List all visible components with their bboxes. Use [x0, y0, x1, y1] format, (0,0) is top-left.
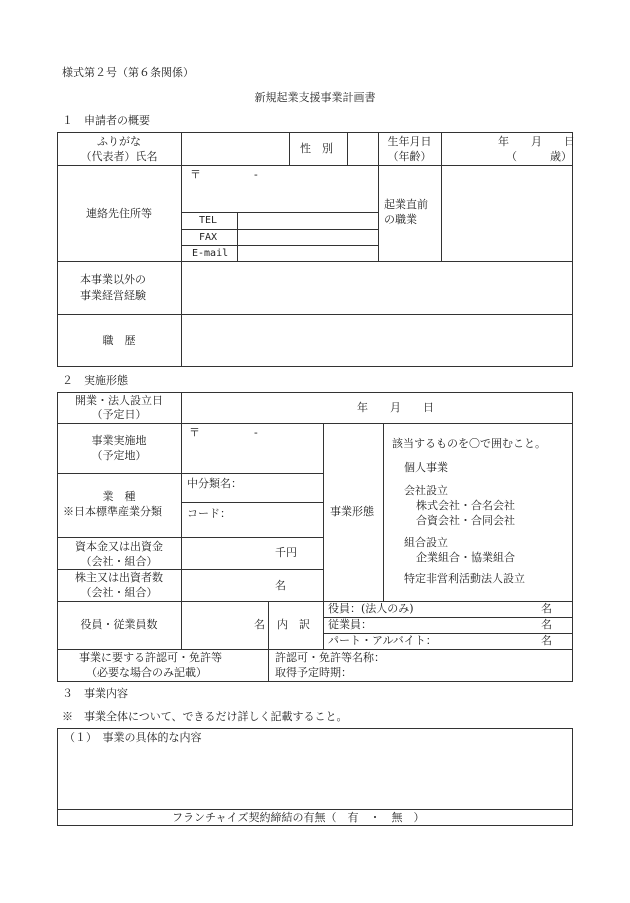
franchise-label: フランチャイズ契約締結の有無（ 有 ・ 無 ）	[172, 811, 425, 824]
postal-mark: 〒	[190, 168, 201, 181]
staff-label: 役員・従業員数	[80, 618, 158, 631]
permit-label-2: （必要な場合のみ記載）	[86, 666, 207, 679]
officers-unit: 名	[541, 602, 552, 615]
form-company-b: 合資会社・合同会社	[416, 514, 515, 527]
fax-label: FAX	[199, 232, 218, 243]
open-date-label-2: （予定日）	[91, 408, 147, 421]
shareholders-unit: 名	[275, 579, 286, 592]
capital-unit: 千円	[275, 546, 297, 559]
postal-dash: -	[254, 168, 258, 181]
rep-name-label: （代表者）氏名	[80, 150, 158, 163]
industry-label-2: ※日本標準産業分類	[63, 505, 162, 518]
form-company-a: 株式会社・合名会社	[416, 499, 515, 512]
mid-class-label: 中分類名：	[187, 477, 242, 490]
breakdown-label: 内 訳	[277, 618, 310, 631]
document-title: 新規起業支援事業計画書	[254, 91, 376, 104]
age-label: （年齢）	[387, 150, 432, 163]
form-union: 組合設立	[404, 536, 448, 549]
employees-unit: 名	[541, 618, 552, 631]
form-number: 様式第２号（第６条関係）	[62, 66, 194, 79]
location-label-2: （予定地）	[91, 449, 147, 462]
email-label: E-mail	[192, 248, 229, 259]
staff-unit: 名	[254, 618, 265, 631]
prev-job-label-1: 起業直前	[384, 198, 428, 211]
open-date-value: 年 月 日	[357, 401, 434, 414]
open-date-label-1: 開業・法人設立日	[75, 394, 163, 407]
capital-label-2: （会社・組合）	[80, 555, 158, 568]
permit-label-1: 事業に要する許認可・免許等	[79, 651, 222, 664]
prev-job-label-2: の職業	[384, 213, 417, 226]
industry-label-1: 業 種	[102, 490, 136, 503]
birth-value: 年 月 日	[498, 135, 575, 148]
section3-heading: ３ 事業内容	[62, 687, 128, 700]
furigana-label: ふりがな	[97, 135, 141, 148]
item1-label: （１） 事業の具体的な内容	[64, 731, 202, 744]
form-company: 会社設立	[404, 484, 448, 497]
permit-name-label: 許認可・免許等名称：	[275, 651, 385, 664]
location-postal-dash: -	[254, 426, 258, 439]
shareholders-label-1: 株主又は出資者数	[75, 571, 163, 584]
location-postal-mark: 〒	[189, 426, 200, 439]
applicant-table	[57, 132, 573, 367]
shareholders-label-2: （会社・組合）	[80, 586, 158, 599]
birth-label: 生年月日	[387, 135, 432, 148]
form-union-a: 企業組合・協業組合	[416, 551, 515, 564]
experience-label-2: 事業経営経験	[80, 289, 146, 302]
section3-note: ※ 事業全体について、できるだけ詳しく記載すること。	[62, 710, 348, 723]
permit-date-label: 取得予定時期：	[275, 666, 352, 679]
form-individual: 個人事業	[404, 461, 448, 474]
employees-label: 従業員：	[328, 618, 372, 631]
tel-label: TEL	[199, 215, 218, 226]
officers-label: 役員：(法人のみ)	[328, 602, 414, 615]
section2-heading: ２ 実施形態	[62, 374, 128, 387]
circle-note: 該当するものを〇で囲むこと。	[392, 437, 546, 450]
code-label: コード：	[187, 507, 231, 520]
part-time-label: パート・アルバイト：	[328, 634, 437, 647]
business-form-label: 事業形態	[330, 505, 374, 518]
experience-label-1: 本事業以外の	[80, 273, 146, 286]
career-label: 職 歴	[102, 334, 136, 347]
capital-label-1: 資本金又は出資金	[75, 540, 163, 553]
section1-heading: １ 申請者の概要	[62, 114, 150, 127]
age-value: （ 歳）	[506, 150, 572, 163]
form-npo: 特定非営利活動法人設立	[404, 572, 525, 585]
gender-label: 性 別	[300, 142, 333, 155]
part-time-unit: 名	[541, 634, 552, 647]
address-label: 連絡先住所等	[86, 207, 152, 220]
location-label-1: 事業実施地	[91, 434, 147, 447]
